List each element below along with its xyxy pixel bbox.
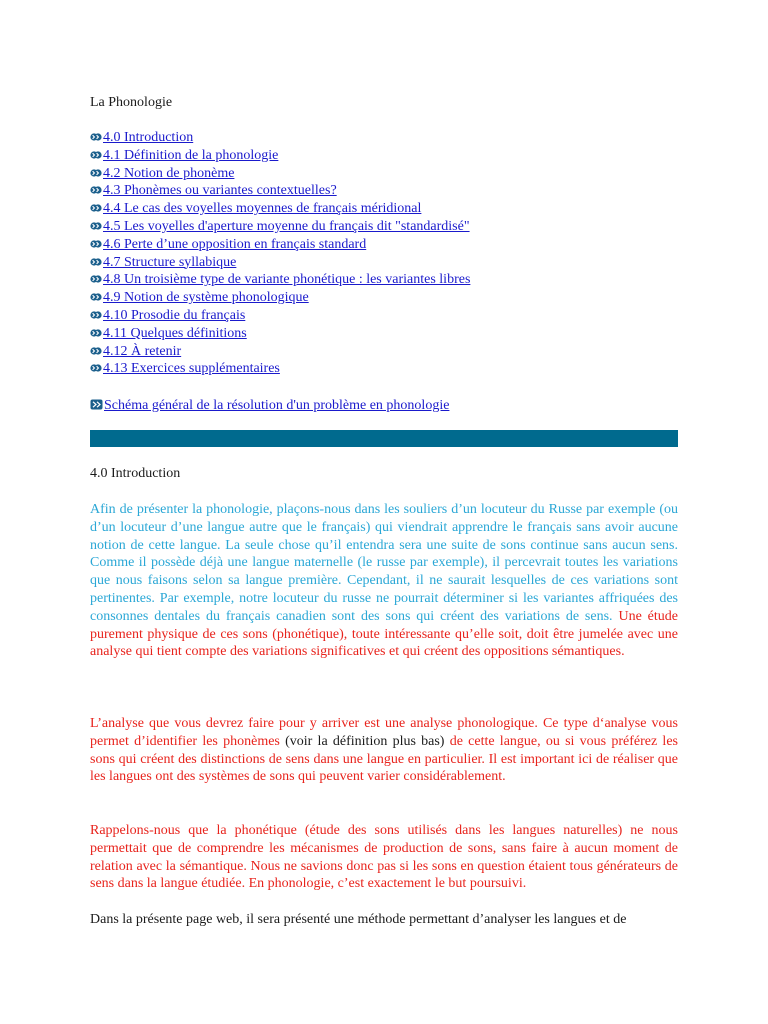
toc-item: [90, 343, 470, 361]
intro-paragraph-2: [90, 715, 678, 786]
table-of-contents: [90, 129, 470, 378]
toc-item: [90, 307, 470, 325]
toc-link-4-4[interactable]: 4.4 Le cas des voyelles moyennes de français méridional: [103, 201, 422, 217]
toc-item: [90, 360, 470, 378]
intro-paragraph-4: [90, 911, 678, 929]
section-divider-bar: [90, 430, 678, 447]
double-chevron-bullet-icon: [90, 255, 102, 273]
toc-link-4-10[interactable]: 4.10 Prosodie du français: [103, 307, 246, 323]
toc-item: [90, 325, 470, 343]
double-chevron-bullet-icon: [90, 361, 102, 379]
paragraph-text: Dans la présente page web, il sera présenté une méthode permettant d’analyser les langues et de: [90, 912, 627, 927]
toc-link-4-8[interactable]: 4.8 Un troisième type de variante phonétique : les variantes libres: [103, 272, 471, 288]
toc-item: [90, 165, 470, 183]
document-title: La Phonologie: [90, 95, 173, 110]
intro-paragraph-3: [90, 822, 678, 893]
paragraph-text-red: L’analyse que vous devrez faire pour y arriver est une analyse phonologique. Ce type d‘analyse vous permet d’identifier les phonèmes: [90, 716, 678, 749]
toc-item: [90, 254, 470, 272]
double-chevron-bullet-icon: [90, 201, 102, 219]
paragraph-text-red: de cette langue, ou si vous préférez les sons qui créent des distinctions de sens dans une langue en particulier. Il est important ici de réaliser que les langues ont des systèmes de sons qui peuvent varier considérablement.: [90, 733, 678, 785]
toc-item: [90, 147, 470, 165]
paragraph-text-red: Une étude purement physique de ces sons (phonétique), toute intéressante qu’elle soit, doit être jumelée avec une analyse qui tient compte des variations significatives et qui créent des oppositions sémantiques.: [90, 608, 678, 660]
toc-link-4-6[interactable]: 4.6 Perte d’une opposition en français standard: [103, 236, 367, 252]
toc-item: [90, 218, 470, 236]
double-chevron-bullet-icon: [90, 219, 102, 237]
double-chevron-bullet-icon: [90, 148, 102, 166]
toc-link-4-9[interactable]: 4.9 Notion de système phonologique: [103, 290, 309, 306]
paragraph-text-red: Rappelons-nous que la phonétique (étude des sons utilisés dans les langues naturelles) ne nous permettait que de comprendre les mécanismes de production de sons, sans faire à aucun moment de relation avec la sémantique. Nous ne savions donc pas si les sons en question étaient tous générateurs de sens dans la langue étudiée. En phonologie, c’est exactement le but poursuivi.: [90, 823, 678, 892]
double-chevron-bullet-icon: [90, 326, 102, 344]
double-chevron-bullet-icon: [90, 237, 102, 255]
schema-link-row: [90, 397, 449, 416]
toc-item: [90, 236, 470, 254]
intro-paragraph-1: [90, 501, 678, 661]
toc-item: [90, 271, 470, 289]
toc-item: [90, 289, 470, 307]
toc-link-4-12[interactable]: 4.12 À retenir: [103, 343, 182, 359]
double-chevron-bullet-icon: [90, 166, 102, 184]
double-chevron-bullet-icon: [90, 308, 102, 326]
toc-link-4-2[interactable]: 4.2 Notion de phonème: [103, 165, 235, 181]
toc-link-4-5[interactable]: 4.5 Les voyelles d'aperture moyenne du français dit "standardisé": [103, 218, 470, 234]
double-chevron-bullet-icon: [90, 290, 102, 308]
paragraph-text-note: (voir la définition plus bas): [285, 733, 445, 749]
double-chevron-bullet-icon: [90, 183, 102, 201]
toc-item: [90, 129, 470, 147]
toc-link-4-11[interactable]: 4.11 Quelques définitions: [103, 325, 247, 341]
toc-item: [90, 182, 470, 200]
toc-link-4-3[interactable]: 4.3 Phonèmes ou variantes contextuelles?: [103, 183, 337, 199]
paragraph-text-blue: Afin de présenter la phonologie, plaçons-nous dans les souliers d’un locuteur du Russe par exemple (ou d’un locuteur d’une langue autre que le français) qui viendrait apprendre le français sans avoir aucune notion de cette langue. La seule chose qu’il entendra sera une suite de sons continue sans aucun sens. Comme il possède déjà une langue maternelle (le russe par exemple), il percevrait toutes les variations que nous faisons selon sa langue première. Cependant, il ne saurait lesquelles de ces variations sont pertinentes. Par exemple, notre locuteur du russe ne pourrait déterminer si les variantes affriquées des consonnes dentales du français canadien sont des sons qui créent des variations de sens.: [90, 502, 678, 624]
double-chevron-bullet-icon: [90, 344, 102, 362]
toc-link-4-7[interactable]: 4.7 Structure syllabique: [103, 254, 237, 270]
double-chevron-bullet-icon: [90, 272, 102, 290]
toc-link-4-1[interactable]: 4.1 Définition de la phonologie: [103, 147, 279, 163]
schema-bullet-icon: [90, 398, 103, 416]
toc-link-4-0[interactable]: 4.0 Introduction: [103, 130, 194, 145]
toc-link-4-13[interactable]: 4.13 Exercices supplémentaires: [103, 361, 280, 377]
toc-item: [90, 200, 470, 218]
section-title: 4.0 Introduction: [90, 466, 181, 481]
double-chevron-bullet-icon: [90, 130, 102, 148]
schema-link[interactable]: Schéma général de la résolution d'un problème en phonologie: [104, 398, 450, 413]
